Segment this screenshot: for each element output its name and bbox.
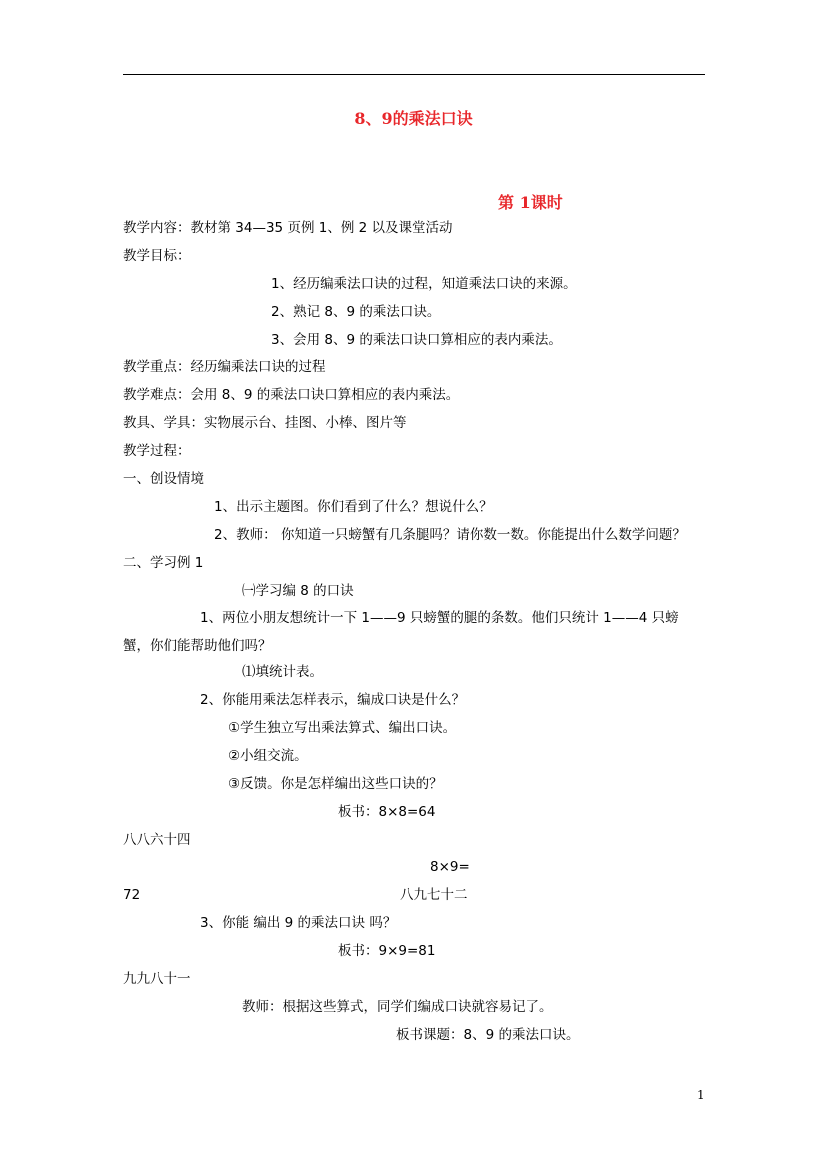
difficult-point: 教学难点：会用 8、9 的乘法口诀口算相应的表内乘法。 (123, 387, 460, 403)
teaching-aids: 教具、学具：实物展示台、挂图、小棒、图片等 (123, 415, 407, 431)
paragraph-line: 2、你能用乘法怎样表示，编成口诀是什么？ (200, 692, 466, 708)
paragraph-line: 教师：根据这些算式，同学们编成口诀就容易记了。 (242, 999, 553, 1015)
board-writing: 板书：9×9=81 (338, 943, 436, 959)
board-writing: 72 (123, 887, 141, 903)
paragraph-line: 3、你能 编出 9 的乘法口诀 吗？ (200, 915, 397, 931)
board-writing: 8×9= (430, 859, 470, 875)
goal-item: 1、经历编乘法口诀的过程，知道乘法口诀的来源。 (271, 276, 577, 292)
paragraph-line: ③反馈。你是怎样编出这些口诀的？ (228, 776, 443, 792)
lesson-heading: 第 1课时 (498, 193, 563, 212)
paragraph-line: 1、两位小朋友想统计一下 1——9 只螃蟹的腿的条数。他们只统计 1——4 只螃 (200, 610, 679, 626)
key-point: 教学重点：经历编乘法口诀的过程 (123, 359, 326, 375)
board-writing: 板书：8×8=64 (338, 804, 436, 820)
document-title: 8、9的乘法口诀 (354, 109, 473, 128)
goal-item: 3、会用 8、9 的乘法口诀口算相应的表内乘法。 (271, 332, 562, 348)
board-writing: 板书课题：8、9 的乘法口诀。 (396, 1027, 580, 1043)
section-heading: 一、创设情境 (123, 471, 204, 487)
multiplication-rhyme: 八八六十四 (123, 832, 191, 848)
process-heading: 教学过程： (123, 443, 191, 459)
teaching-content: 教学内容：教材第 34—35 页例 1、例 2 以及课堂活动 (123, 220, 453, 236)
section-heading: 二、学习例 1 (123, 555, 204, 571)
paragraph-line: 1、出示主题图。你们看到了什么？想说什么？ (214, 499, 493, 515)
page-number: 1 (697, 1088, 705, 1102)
goals-heading: 教学目标： (123, 248, 191, 264)
multiplication-rhyme: 九九八十一 (123, 971, 191, 987)
goal-item: 2、熟记 8、9 的乘法口诀。 (271, 304, 441, 320)
paragraph-line: 蟹，你们能帮助他们吗？ (123, 638, 272, 654)
paragraph-line: 2、教师： 你知道一只螃蟹有几条腿吗？请你数一数。你能提出什么数学问题？ (214, 527, 686, 543)
paragraph-line: ⑴填统计表。 (242, 664, 323, 680)
paragraph-line: ②小组交流。 (228, 748, 308, 764)
paragraph-line: ①学生独立写出乘法算式、编出口诀。 (228, 720, 457, 736)
multiplication-rhyme: 八九七十二 (400, 887, 468, 903)
header-rule (123, 74, 705, 75)
subsection-heading: ㈠学习编 8 的口诀 (242, 583, 354, 599)
